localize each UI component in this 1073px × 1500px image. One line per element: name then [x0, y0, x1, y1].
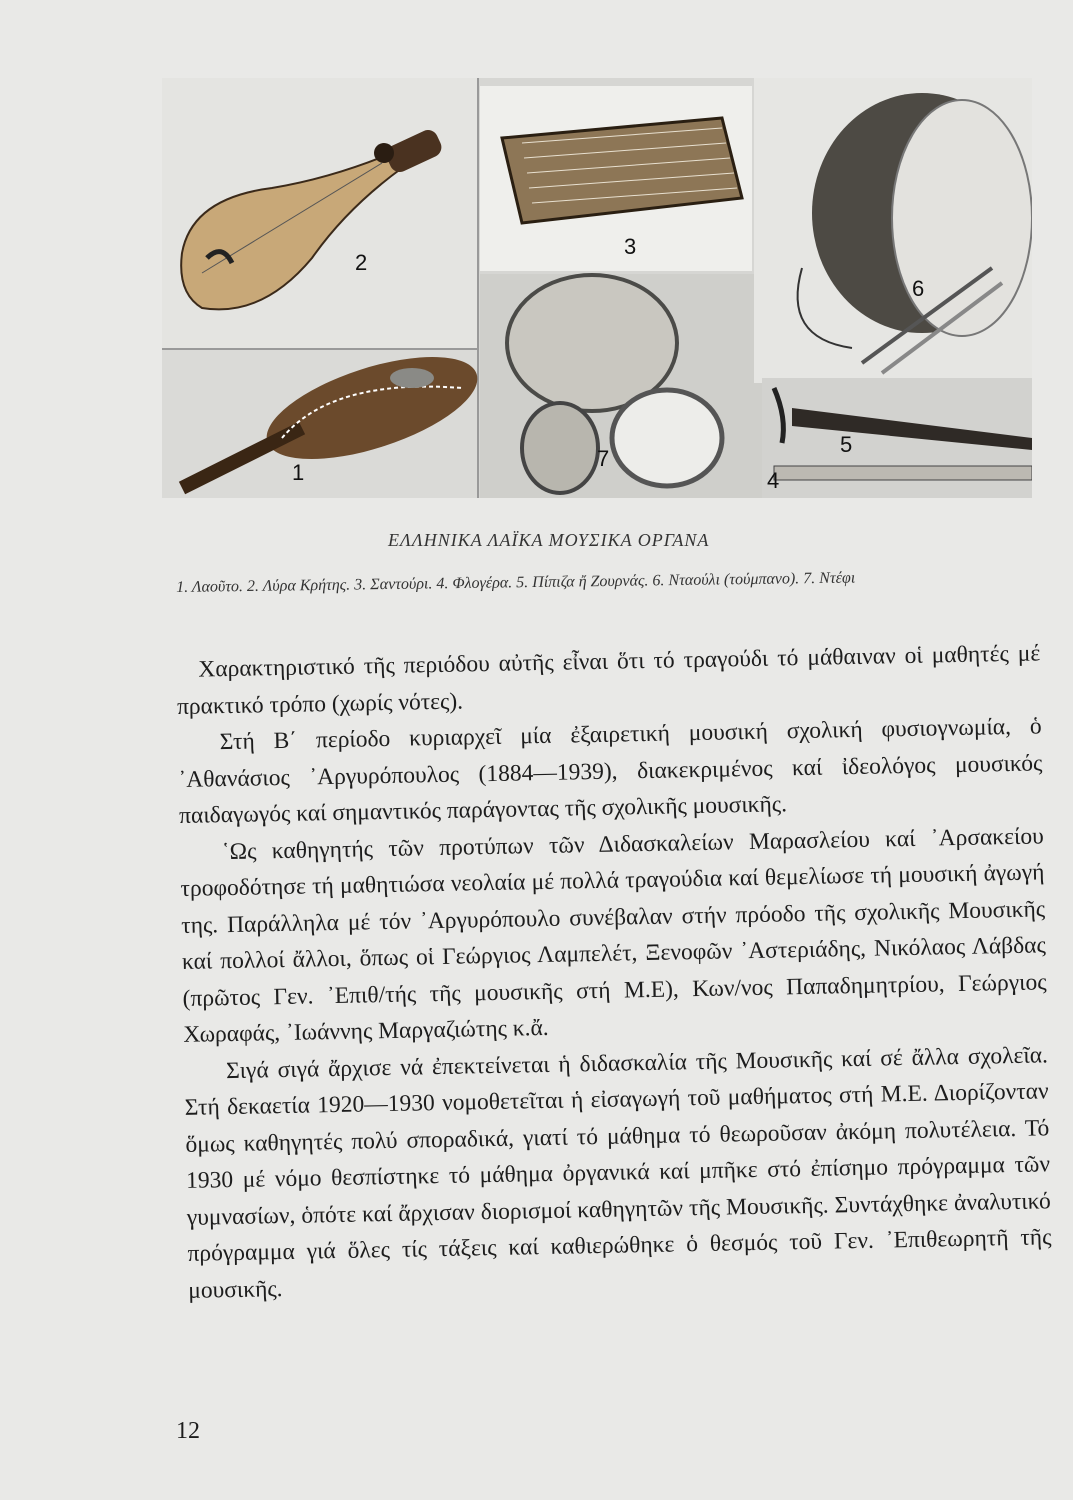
instruments-photo: [162, 78, 1032, 498]
instrument-number-6: 6: [912, 276, 925, 301]
instrument-number-2: 2: [355, 250, 368, 275]
figure-legend: 1. Λαοῦτο. 2. Λύρα Κρήτης. 3. Σαντούρι. 4. Φλογέρα. 5. Πίπιζα ἤ Ζουρνάς. 6. Νταούλι (τούμπανο). 7. Ντέφι: [176, 569, 856, 596]
paragraph: Στή Β΄ περίοδο κυριαρχεῖ μία ἐξαιρετική μουσική σχολική φυσιογνωμία, ὁ ᾿Αθανάσιος ᾿Αργυρόπουλος (1884—1939), διακεκριμένος καί ἰδεολόγος μουσικός παιδαγωγός καί σημαντικός παράγοντας τῆς σχολικῆς μουσικῆς.: [178, 713, 1043, 829]
page-number: 12: [176, 1418, 200, 1444]
instrument-number-7: 7: [597, 446, 610, 471]
instruments-photo-plate: [162, 78, 1032, 498]
instrument-number-5: 5: [840, 432, 853, 457]
paragraph: ῾Ως καθηγητής τῶν προτύπων τῶν Διδασκαλείων Μαρασλείου καί ᾿Αρσακείου τροφοδότησε τή μαθητιώσα νεολαία μέ πολλά τραγούδια καί θεμελίωσε τή μουσική ἀγωγή της. Παράλληλα μέ τόν ᾿Αργυρόπουλο συνέβαλαν στήν πρόοδο τῆς σχολικῆς Μουσικῆς καί πολλοί ἄλλοι, ὅπως οἱ Γεώργιος Λαμπελέτ, Ξενοφῶν ᾿Αστεριάδης, Νικόλαος Λάβδας (πρῶτος Γεν. ᾿Επιθ/τής τῆς μουσικῆς στή Μ.Ε), Κων/νος Παπαδημητρίου, Γεώργιος Χωραφάς, ᾿Ιωάννης Μαργαζιώτης κ.ἄ.: [180, 822, 1047, 1048]
instrument-number-3: 3: [624, 234, 637, 259]
instrument-number-1: 1: [292, 460, 305, 485]
figure-title: ΕΛΛΗΝΙΚΑ ΛΑΪΚΑ ΜΟΥΣΙΚΑ ΟΡΓΑΝΑ: [388, 530, 710, 550]
paragraph: Σιγά σιγά ἄρχισε νά ἐπεκτείνεται ἡ διδασκαλία τῆς Μουσικῆς καί σέ ἄλλα σχολεῖα. Στή δεκαετία 1920—1930 νομοθετεῖται ἡ εἰσαγωγή τοῦ μαθήματος στή Μ.Ε. Διορίζονταν ὅμως καθηγητές πολύ σποραδικά, γιατί τό μάθημα τό θεωροῦσαν ἀκόμη πολυτέλεια. Τό 1930 μέ νόμο θεσπίστηκε τό μάθημα ὀργανικά καί μπῆκε στό ἐπίσημο πρόγραμμα τῶν γυμνασίων, ὁπότε καί ἄρχισαν διορισμοί καθηγητῶν τῆς Μουσικῆς. Συντάχθηκε ἀναλυτικό πρόγραμμα γιά ὅλες τίς τάξεις καί καθιερώθηκε ὁ θεσμός τοῦ Γεν. ᾿Επιθεωρητῆ τῆς μουσικῆς.: [184, 1041, 1052, 1304]
instrument-number-4: 4: [767, 468, 780, 493]
flogera-illustration: [774, 466, 1032, 480]
paragraph: Χαρακτηριστικό τῆς περιόδου αὐτῆς εἶναι ὅτι τό τραγούδι τό μάθαιναν οἱ μαθητές μέ πρακτικό τρόπο (χωρίς νότες).: [176, 640, 1041, 720]
body-text: [176, 635, 1052, 1308]
